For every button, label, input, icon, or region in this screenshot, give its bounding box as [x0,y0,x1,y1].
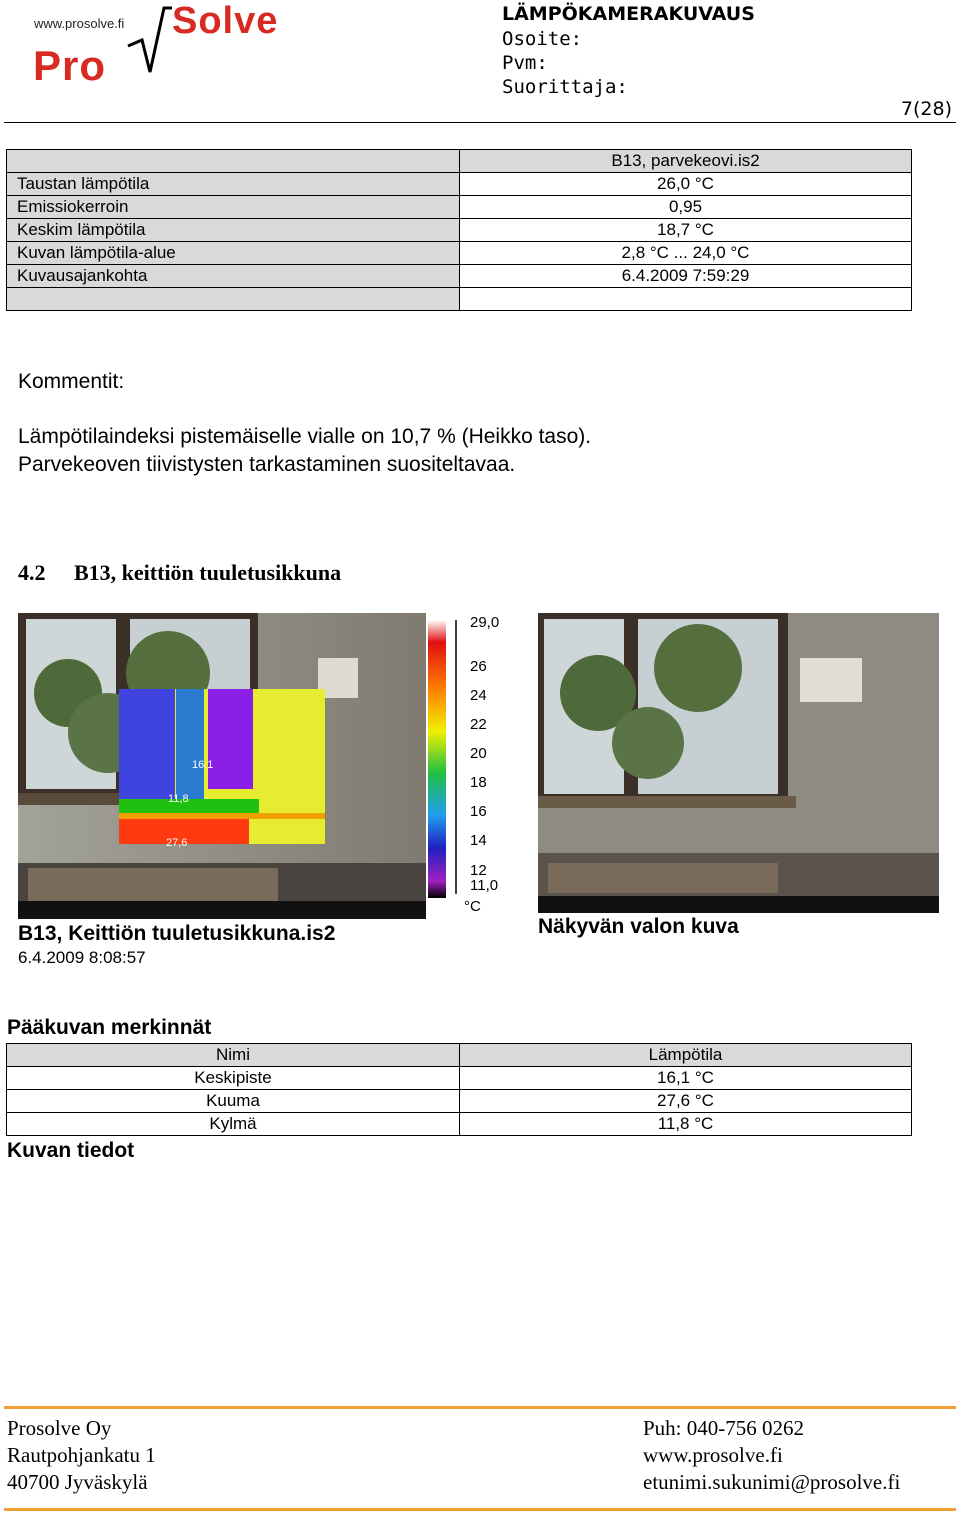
mark-temp: 11,8 °C [460,1113,912,1136]
footer-company: Prosolve Oy [7,1416,112,1440]
info-value: 26,0 °C [460,173,912,196]
table-row [7,242,912,265]
thermal-image-caption: B13, Keittiön tuuletusikkuna.is2 [18,922,336,945]
thermal-image-timestamp: 6.4.2009 8:08:57 [18,948,146,967]
info-value: 0,95 [460,196,912,219]
table-header-row [7,1044,912,1067]
scale-unit: °C [464,898,481,915]
mark-name: Kylmä [7,1113,460,1136]
comment-line: Lämpötilaindeksi pistemäiselle vialle on 10,7 % (Heikko taso). [18,425,592,448]
temperature-scale [426,612,506,918]
scale-label: 22 [470,716,487,733]
scale-label: 14 [470,832,487,849]
table-row [7,219,912,242]
logo-check-mark-icon [120,2,210,84]
logo-url: www.prosolve.fi [34,16,125,31]
visible-light-photo [538,613,939,913]
info-label: Keskim lämpötila [7,219,460,242]
column-header: Lämpötila [460,1044,912,1067]
marker-center: 16,1 [192,759,214,771]
info-label: Taustan lämpötila [7,173,460,196]
section-number: 4.2 [18,560,46,585]
scale-label: 18 [470,774,487,791]
footer-divider-bottom [4,1508,956,1511]
table-row [7,196,912,219]
thermal-photo [18,613,426,919]
table-row [7,1067,912,1090]
table-row [7,1090,912,1113]
image-info-table [6,149,912,311]
scale-label: 24 [470,687,487,704]
footer-email-link[interactable]: etunimi.sukunimi@prosolve.fi [643,1470,901,1494]
section-heading [18,560,341,586]
comment-line: Parvekeoven tiivistysten tarkastaminen suositeltavaa. [18,453,516,476]
scale-label: 20 [470,745,487,762]
marker-cold: 11,8 [168,793,189,805]
scale-label: 16 [470,803,487,820]
info-label: Emissiokerroin [7,196,460,219]
logo-pro-text: Pro [33,42,107,89]
document-title: LÄMPÖKAMERAKUVAUS [502,3,755,25]
thermal-image [18,613,426,919]
scale-label: 26 [470,658,487,675]
mark-name: Keskipiste [7,1067,460,1090]
mark-temp: 27,6 °C [460,1090,912,1113]
table-row [7,173,912,196]
image-info-title: Kuvan tiedot [7,1139,135,1162]
scale-label: 29,0 [470,614,500,631]
info-value: 6.4.2009 7:59:29 [460,265,912,288]
info-value: 2,8 °C ... 24,0 °C [460,242,912,265]
info-label: Kuvan lämpötila-alue [7,242,460,265]
table-row [7,1113,912,1136]
marker-hot: 27,6 [166,837,188,849]
mark-temp: 16,1 °C [460,1067,912,1090]
logo-solve-text: Solve [172,0,279,42]
table-row [7,265,912,288]
footer-web-link[interactable]: www.prosolve.fi [643,1443,783,1467]
section-title: B13, keittiön tuuletusikkuna [74,560,342,585]
table-row [7,288,912,311]
performer-field: Suorittaja: [502,76,628,98]
header-divider [4,122,956,123]
footer-phone: Puh: 040-756 0262 [643,1416,805,1440]
date-field: Pvm: [502,52,548,74]
info-label: Kuvausajankohta [7,265,460,288]
scale-label: 11,0 [470,877,499,894]
mark-name: Kuuma [7,1090,460,1113]
scale-label: 12 [470,862,487,879]
column-header: Nimi [7,1044,460,1067]
info-value: 18,7 °C [460,219,912,242]
address-field: Osoite: [502,28,583,50]
page-number: 7(28) [900,98,952,120]
footer-divider-top [4,1406,956,1409]
marks-table [6,1043,912,1136]
marks-title: Pääkuvan merkinnät [7,1016,212,1039]
info-file-name: B13, parvekeovi.is2 [460,150,912,173]
footer-street: Rautpohjankatu 1 [7,1443,156,1467]
footer-city: 40700 Jyväskylä [7,1470,148,1494]
visible-photo-caption: Näkyvän valon kuva [538,915,739,938]
comments-label: Kommentit: [18,370,125,393]
